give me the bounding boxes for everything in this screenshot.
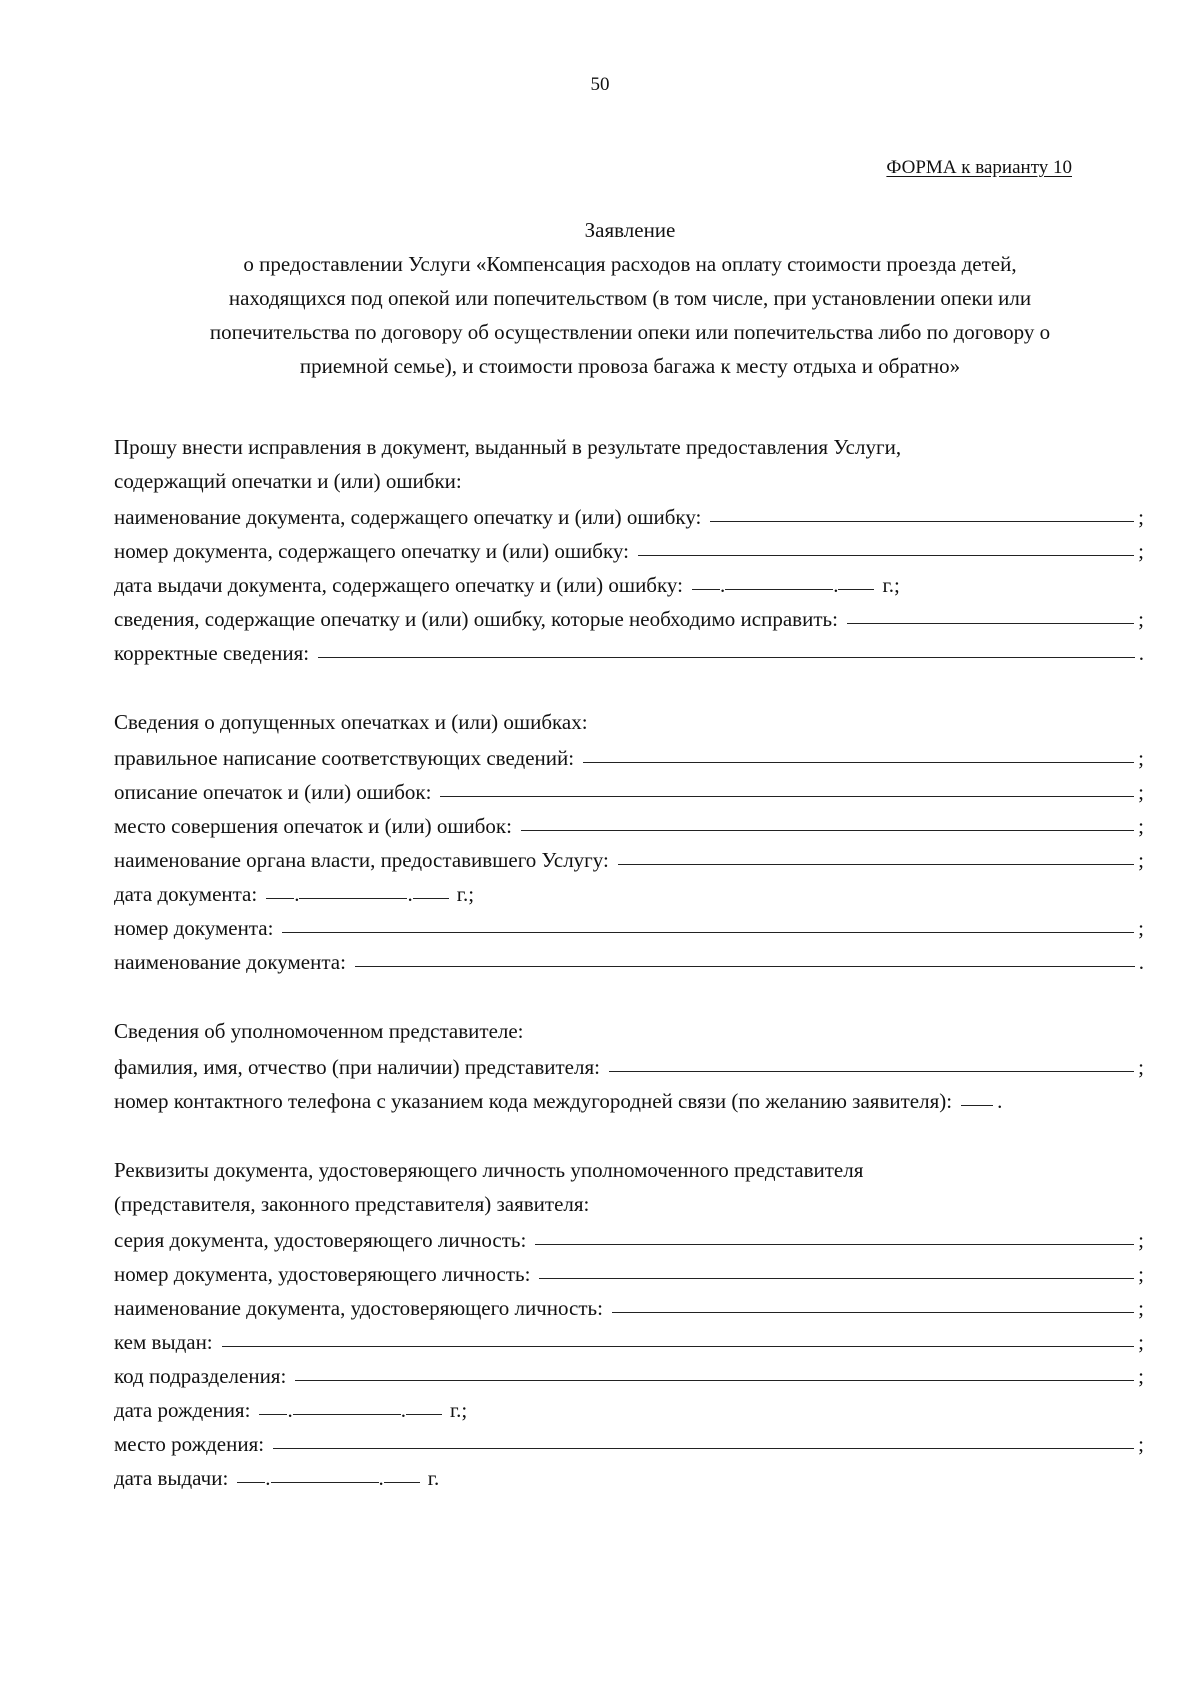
heading-line-3: попечительства по договору об осуществлении опеки или попечительства либо по договору о: [209, 320, 1051, 344]
identity-section-title-2: (представителя, законного представителя) заявителя:: [114, 1192, 590, 1216]
correct-info-label: корректные сведения:: [114, 641, 310, 665]
semicolon: ;: [1138, 746, 1144, 770]
issue-date-field[interactable]: [692, 566, 875, 602]
date-separator: .: [265, 1466, 271, 1490]
date-year-field[interactable]: [384, 1457, 420, 1483]
id-issue-date-field[interactable]: [237, 1459, 420, 1495]
date-day-field[interactable]: [692, 564, 720, 590]
birth-place-row: [114, 1425, 1144, 1459]
doc-number-label-2: номер документа:: [114, 916, 274, 940]
date-month-field[interactable]: [271, 1457, 379, 1483]
doc-number-row-2: [114, 909, 1144, 943]
birth-date-label: дата рождения:: [114, 1398, 251, 1422]
doc-number-label: номер документа, содержащего опечатку и (или) ошибку:: [114, 539, 629, 563]
date-separator: .: [407, 882, 413, 906]
semicolon: ;: [1138, 814, 1144, 838]
id-number-row: [114, 1255, 1144, 1289]
representative-phone-label: номер контактного телефона с указанием кода междугородней связи (по желанию заявителя):: [114, 1089, 953, 1113]
date-day-field[interactable]: [259, 1389, 287, 1415]
semicolon: ;: [1138, 1228, 1144, 1252]
correct-spelling-row: [114, 739, 1144, 773]
representative-phone-field[interactable]: [961, 1080, 993, 1106]
birth-date-field[interactable]: [259, 1391, 442, 1427]
identity-document-section: [114, 1153, 1144, 1493]
document-title: Заявление: [584, 218, 676, 242]
division-code-field[interactable]: [295, 1355, 1134, 1381]
id-issue-date-row: [114, 1459, 1144, 1493]
period: .: [1138, 641, 1144, 665]
date-day-field[interactable]: [266, 873, 294, 899]
authority-row: [114, 841, 1144, 875]
doc-name-label-2: наименование документа:: [114, 950, 346, 974]
doc-name-field-2[interactable]: [355, 941, 1135, 967]
semicolon: ;: [1138, 1055, 1144, 1079]
representative-section: [114, 1014, 1144, 1116]
errors-section-title: Сведения о допущенных опечатках и (или) ошибках:: [114, 710, 588, 734]
issued-by-label: кем выдан:: [114, 1330, 213, 1354]
semicolon: ;: [1138, 1262, 1144, 1286]
division-code-label: код подразделения:: [114, 1364, 287, 1388]
doc-name-row: [114, 498, 1144, 532]
year-suffix: г.;: [449, 1398, 468, 1422]
semicolon: ;: [1138, 1296, 1144, 1320]
semicolon: ;: [1138, 916, 1144, 940]
birth-place-field[interactable]: [273, 1423, 1134, 1449]
semicolon: ;: [1138, 1364, 1144, 1388]
doc-date-row: [114, 875, 1144, 909]
date-separator: .: [400, 1398, 406, 1422]
representative-fio-row: [114, 1048, 1144, 1082]
semicolon: ;: [1138, 539, 1144, 563]
authority-label: наименование органа власти, предоставившего Услугу:: [114, 848, 609, 872]
issue-date-row: [114, 566, 1144, 600]
id-number-label: номер документа, удостоверяющего личность:: [114, 1262, 531, 1286]
doc-date-field[interactable]: [266, 875, 449, 911]
error-place-label: место совершения опечаток и (или) ошибок:: [114, 814, 512, 838]
semicolon: ;: [1138, 1330, 1144, 1354]
semicolon: ;: [1138, 1432, 1144, 1456]
id-series-row: [114, 1221, 1144, 1255]
error-description-row: [114, 773, 1144, 807]
period: .: [1138, 950, 1144, 974]
doc-number-row: [114, 532, 1144, 566]
representative-fio-field[interactable]: [609, 1046, 1134, 1072]
id-name-row: [114, 1289, 1144, 1323]
date-separator: .: [378, 1466, 384, 1490]
semicolon: ;: [1138, 607, 1144, 631]
date-separator: .: [719, 573, 726, 597]
year-suffix: г.;: [882, 573, 900, 597]
heading-line-1: о предоставлении Услуги «Компенсация расходов на оплату стоимости проезда детей,: [243, 252, 1017, 276]
representative-fio-label: фамилия, имя, отчество (при наличии) представителя:: [114, 1055, 600, 1079]
doc-name-row-2: [114, 943, 1144, 977]
document-heading: [115, 213, 1145, 383]
date-separator: .: [833, 573, 839, 597]
info-to-fix-row: [114, 600, 1144, 634]
birth-place-label: место рождения:: [114, 1432, 265, 1456]
request-intro-line-2: содержащий опечатки и (или) ошибки:: [114, 469, 462, 493]
representative-phone-row: [114, 1082, 1144, 1116]
doc-date-label: дата документа:: [114, 882, 258, 906]
doc-number-field-2[interactable]: [282, 907, 1134, 933]
division-code-row: [114, 1357, 1144, 1391]
page-number: 50: [590, 74, 610, 95]
id-name-label: наименование документа, удостоверяющего личность:: [114, 1296, 603, 1320]
info-to-fix-label: сведения, содержащие опечатку и (или) ошибку, которые необходимо исправить:: [114, 607, 838, 631]
id-series-field[interactable]: [535, 1219, 1134, 1245]
error-place-row: [114, 807, 1144, 841]
id-series-label: серия документа, удостоверяющего личность:: [114, 1228, 527, 1252]
id-issue-date-label: дата выдачи:: [114, 1466, 229, 1490]
heading-line-2: находящихся под опекой или попечительством (в том числе, при установлении опеки или: [228, 286, 1032, 310]
date-month-field[interactable]: [299, 873, 407, 899]
year-suffix: г.: [427, 1466, 440, 1490]
form-body: [114, 430, 1144, 1530]
form-reference: ФОРМА к варианту 10: [886, 157, 1072, 178]
doc-name-label: наименование документа, содержащего опечатку и (или) ошибку:: [114, 505, 702, 529]
correct-spelling-label: правильное написание соответствующих сведений:: [114, 746, 575, 770]
error-description-field[interactable]: [440, 771, 1134, 797]
heading-line-4: приемной семье), и стоимости провоза багажа к месту отдыха и обратно»: [299, 354, 961, 378]
correct-spelling-field[interactable]: [583, 737, 1134, 763]
issued-by-row: [114, 1323, 1144, 1357]
correction-request-section: [114, 430, 1144, 668]
date-separator: .: [294, 882, 300, 906]
semicolon: ;: [1138, 848, 1144, 872]
date-month-field[interactable]: [725, 564, 833, 590]
error-place-field[interactable]: [521, 805, 1134, 831]
error-description-label: описание опечаток и (или) ошибок:: [114, 780, 432, 804]
year-suffix: г.;: [456, 882, 475, 906]
errors-info-section: [114, 705, 1144, 977]
date-separator: .: [287, 1398, 293, 1422]
semicolon: ;: [1138, 505, 1144, 529]
id-number-field[interactable]: [539, 1253, 1134, 1279]
info-to-fix-field[interactable]: [847, 598, 1134, 624]
period: .: [997, 1089, 1003, 1113]
issued-by-field[interactable]: [222, 1321, 1135, 1347]
date-year-field[interactable]: [838, 564, 874, 590]
issue-date-label: дата выдачи документа, содержащего опечатку и (или) ошибку:: [114, 573, 683, 597]
date-month-field[interactable]: [293, 1389, 401, 1415]
doc-name-field[interactable]: [710, 496, 1134, 522]
doc-number-field[interactable]: [638, 530, 1134, 556]
id-name-field[interactable]: [612, 1287, 1134, 1313]
authority-field[interactable]: [618, 839, 1134, 865]
birth-date-row: [114, 1391, 1144, 1425]
semicolon: ;: [1138, 780, 1144, 804]
date-year-field[interactable]: [413, 873, 449, 899]
correct-info-field[interactable]: [318, 632, 1135, 658]
date-year-field[interactable]: [406, 1389, 442, 1415]
identity-section-title-1: Реквизиты документа, удостоверяющего личность уполномоченного представителя: [114, 1158, 864, 1182]
correct-info-row: [114, 634, 1144, 668]
request-intro-line-1: Прошу внести исправления в документ, выданный в результате предоставления Услуги,: [114, 435, 902, 459]
representative-section-title: Сведения об уполномоченном представителе:: [114, 1019, 524, 1043]
date-day-field[interactable]: [237, 1457, 265, 1483]
